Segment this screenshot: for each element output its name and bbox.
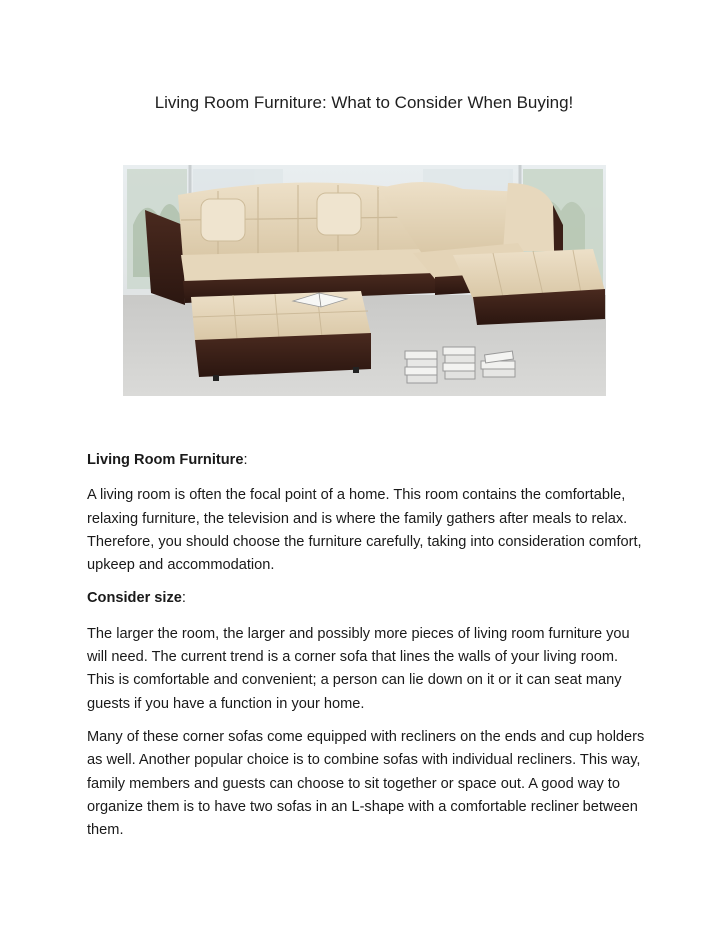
paragraph-consider-size-1: The larger the room, the larger and possibly more pieces of living room furniture you will need. The current trend is a corner sofa that lines the walls of your living room. This is comfortable and convenient; a person can lie down on it or it can seat many guests if you have a function in your home. [87, 625, 630, 712]
paragraph-consider-size-2: Many of these corner sofas come equipped with recliners on the ends and cup holders as well. Another popular choice is to combine sofas with individual recliners. This way, family members and guests can choose to sit together or space out. A good way to organize them is to have two sofas in an L-shape with a comfortable recliner between them. [87, 728, 645, 839]
paragraph-living-room-intro: A living room is often the focal point of a home. This room contains the comfortable, relaxing furniture, the television and is where the family gathers after meals to relax. Therefore, you should choose the furniture carefully, taking into consideration comfort, upkeep and accommodation. [87, 487, 642, 574]
section-heading-consider-size: Consider size: [87, 590, 186, 607]
sectional-sofa-photo [123, 165, 606, 396]
document-title: Living Room Furniture: What to Consider When Buying! [154, 93, 574, 112]
section-heading-living-room-furniture: Living Room Furniture: [87, 452, 248, 468]
document-body [87, 449, 647, 852]
